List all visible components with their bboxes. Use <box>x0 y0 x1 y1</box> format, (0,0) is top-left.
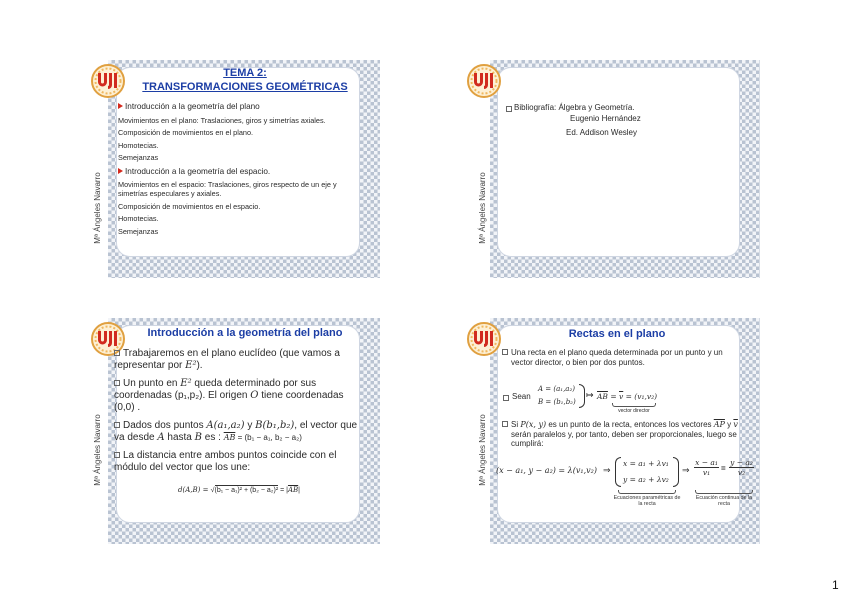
bullet-paragraph: Si P(x, y) es un punto de la recta, entonces los vectores $\overline{AP}$ y $\overline{v}$ serán paralelos y, por tanto, deben ser proporcionales, luego se cumplirá: <box>502 420 740 449</box>
slide-title: Introducción a la geometría del plano <box>147 327 343 339</box>
maps-to-arrow: ↦ <box>586 390 594 400</box>
radical-sign: √ <box>210 487 215 494</box>
slide-title-line2: TRANSFORMACIONES GEOMÉTRICAS <box>142 81 348 93</box>
list-item: Semejanzas <box>118 153 159 162</box>
slide-2 <box>466 60 760 278</box>
bibliography-label: Bibliografía: Álgebra y Geometría. <box>514 103 635 112</box>
bullet-paragraph: Dados dos puntos A(a₁,a₂) y B(b₁,b₂), el vector que va desde A hasta B es : $\overline{AB} = (b_1 - a_1$, b₂ − a₂) <box>114 420 358 443</box>
slide-4 <box>466 318 760 544</box>
parametric-label: Ecuaciones paramétricas de la recta <box>613 495 681 508</box>
arrow-bullet-icon <box>118 168 123 174</box>
underbrace <box>695 490 753 494</box>
point-a: A = (a₁,a₂) <box>538 385 576 393</box>
sean-label: Sean <box>512 392 531 401</box>
implies-arrow: ⇒ <box>682 465 690 475</box>
page-number: 1 <box>832 578 839 592</box>
vector-equation: (x − a₁, y − a₂) = λ(v₁,v₂) <box>496 466 597 475</box>
right-brace <box>673 457 679 487</box>
distance-formula: $d(A,B) = √(b_1 - a_1)^2 + (b_2 - a_2)^2 = |\overline{AB}|$ <box>177 486 300 494</box>
square-bullet-icon <box>114 380 120 386</box>
fraction-x: $\frac{\text{x − a₁}}{\text{v₁}}$ <box>695 458 718 477</box>
bibliography-publisher: Ed. Addison Wesley <box>566 128 638 137</box>
bullet-paragraph: La distancia entre ambos puntos coincide con el módulo del vector que los une: <box>114 450 337 473</box>
slide-1 <box>90 60 380 278</box>
section-heading-text: Introducción a la geometría del plano <box>125 102 260 111</box>
direction-vector: $\overline{AB} = \overline{v} = (v_1,v_2)$ <box>597 392 658 401</box>
slide-title: Rectas en el plano <box>568 328 666 340</box>
point-b: B = (b₁,b₂) <box>538 398 576 406</box>
list-item: Semejanzas <box>118 226 159 236</box>
parametric-eq-x: x = a₁ + λv₁ <box>623 459 669 468</box>
list-item: Composición de movimientos en el plano. <box>118 128 254 137</box>
university-logo <box>466 320 502 358</box>
list-item: Movimientos en el plano: Traslaciones, giros y simetrías axiales. <box>118 115 326 125</box>
bullet-paragraph: Una recta en el plano queda determinada por un punto y un vector director, o bien por dos puntos. <box>502 348 740 367</box>
square-bullet-icon <box>503 395 509 401</box>
list-item: Homotecias. <box>118 140 159 150</box>
square-bullet-icon <box>506 106 512 112</box>
right-brace <box>579 384 585 408</box>
equals-sign: = <box>721 464 726 473</box>
square-bullet-icon <box>502 421 508 427</box>
slide-title <box>120 66 370 94</box>
section-heading-text: Introducción a la geometría del espacio. <box>125 166 271 176</box>
bibliography-author: Eugenio Hernández <box>570 114 641 123</box>
implies-arrow: ⇒ <box>603 465 611 475</box>
underbrace <box>618 490 676 494</box>
square-bullet-icon <box>114 452 120 458</box>
slide-3 <box>90 318 380 544</box>
bullet-paragraph: Trabajaremos en el plano euclídeo (que vamos a representar por E²). <box>114 348 340 371</box>
fraction-y: $\frac{\text{y − a₂}}{\text{v₂}}$ <box>730 458 753 477</box>
continuous-label: Ecuación continua de la recta <box>695 495 753 508</box>
list-item: Homotecias. <box>118 214 159 223</box>
section-heading <box>118 166 352 177</box>
square-bullet-icon <box>502 349 508 355</box>
slide-title-line1: TEMA 2: <box>223 67 267 79</box>
author-label: Mª Ángeles Navarro <box>93 414 102 486</box>
section-heading <box>118 101 352 112</box>
arrow-bullet-icon <box>118 103 123 109</box>
vector-director-label: vector director <box>618 408 650 414</box>
square-bullet-icon <box>114 422 120 428</box>
author-label: Mª Ángeles Navarro <box>478 414 487 486</box>
slide-body <box>114 348 364 480</box>
square-bullet-icon <box>114 350 120 356</box>
list-item: Composición de movimientos en el espacio. <box>118 201 261 211</box>
slide-panel <box>497 67 740 257</box>
vector-ab: $\overline{AB}$ <box>223 433 236 442</box>
parametric-eq-y: y = a₂ + λv₂ <box>623 475 669 484</box>
list-item: Movimientos en el espacio: Traslaciones, giros respecto de un eje y simetrías especulares y axiales. <box>118 180 337 198</box>
bullet-paragraph: Un punto en E² queda determinado por sus coordenadas (p₁,p₂). El origen O tiene coordenadas (0,0) . <box>114 378 344 413</box>
university-logo <box>466 62 502 100</box>
underbrace <box>612 403 656 407</box>
topic-list <box>118 101 352 239</box>
author-label: Mª Ángeles Navarro <box>93 172 102 244</box>
left-brace <box>615 457 621 487</box>
author-label: Mª Ángeles Navarro <box>478 172 487 244</box>
